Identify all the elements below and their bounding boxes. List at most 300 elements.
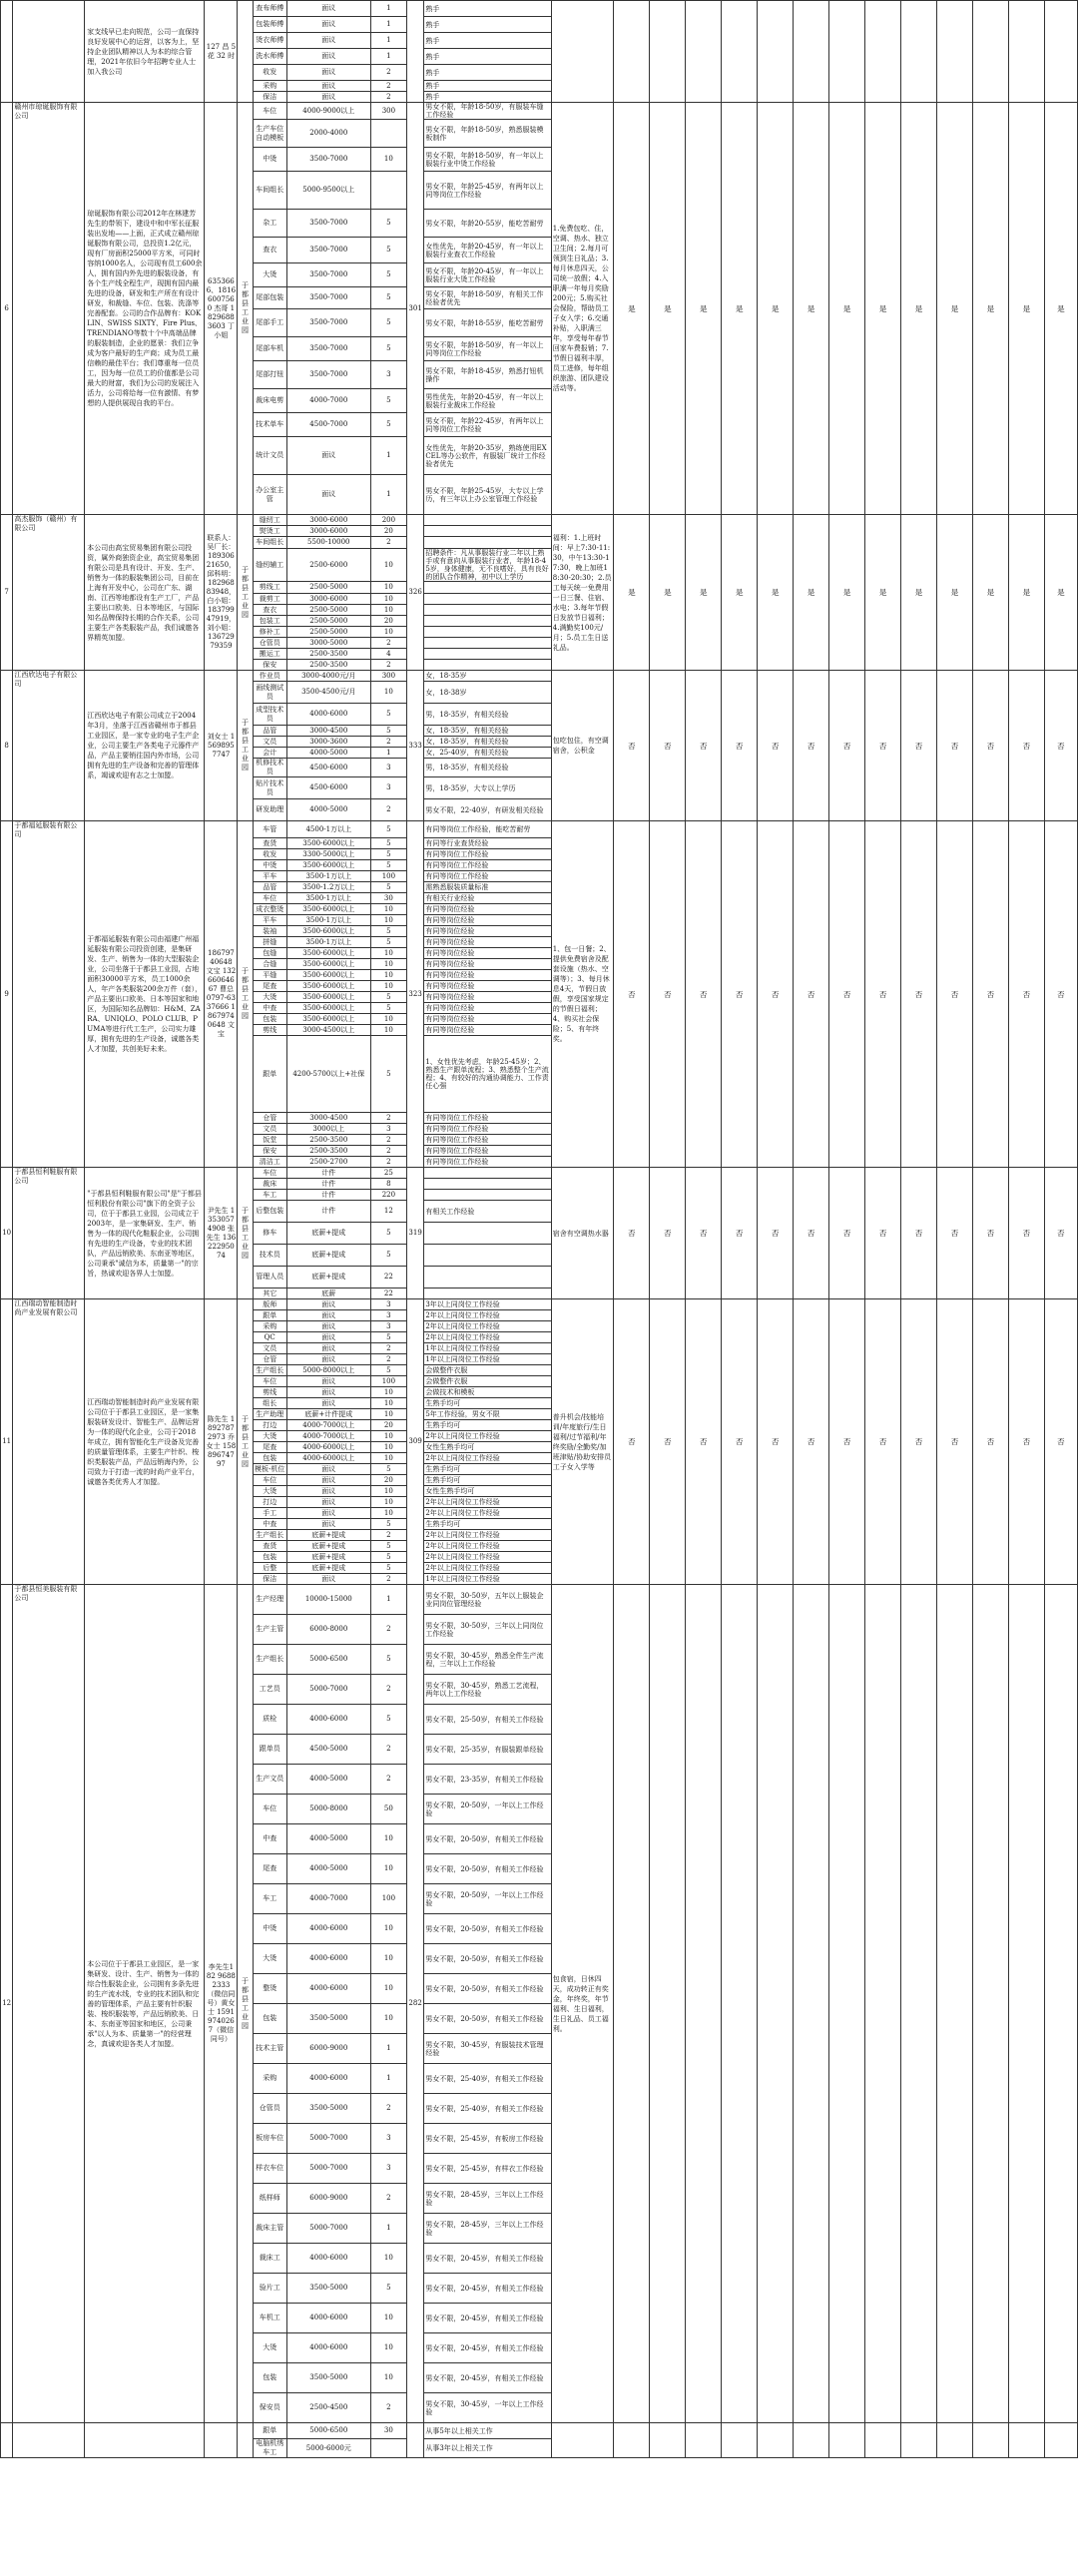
job-count: 2 [370, 1735, 406, 1765]
recruitment-table-body [1, 1, 1078, 2458]
company-area: 于都县工业园 [238, 671, 253, 821]
job-post: 查布师傅 [253, 1, 286, 17]
job-salary: 2500-5000 [286, 605, 370, 616]
job-count: 1 [370, 17, 406, 33]
job-count: 10 [370, 1387, 406, 1398]
job-post: 车管 [253, 821, 286, 838]
job-requirement [424, 1267, 551, 1288]
job-post: 车位 [253, 1795, 286, 1824]
job-salary: 5000-7000 [286, 2214, 370, 2244]
job-post: 手工 [253, 1508, 286, 1519]
policy-flag [614, 2423, 650, 2458]
job-count: 5 [370, 1563, 406, 1574]
job-salary: 3500-6000以上 [286, 970, 370, 981]
job-count: 10 [370, 682, 406, 704]
job-requirement: 2年以上同岗位工作经验 [424, 1453, 551, 1464]
policy-flag: 是 [686, 103, 722, 515]
policy-flag: 否 [686, 821, 722, 1168]
policy-flag [1008, 1, 1044, 103]
policy-flag [794, 2423, 829, 2458]
policy-flag: 否 [686, 1299, 722, 1585]
policy-flag [829, 1, 865, 103]
job-salary: 面议 [286, 1332, 370, 1343]
job-post: 修车 [253, 1223, 286, 1245]
policy-flag [614, 1, 650, 103]
job-salary: 底薪+提成 [286, 1541, 370, 1552]
job-count: 5 [370, 1552, 406, 1563]
job-count: 300 [370, 103, 406, 120]
job-post: 车位 [253, 103, 286, 120]
job-requirement: 有同等岗位经验 [424, 937, 551, 948]
policy-flag [758, 1585, 794, 2423]
job-requirement: 男，18-35岁，有相关经验 [424, 759, 551, 777]
job-count: 10 [370, 1025, 406, 1036]
job-salary: 3500-4500元/月 [286, 682, 370, 704]
policy-flag: 是 [937, 515, 973, 671]
job-count: 12 [370, 1201, 406, 1223]
job-requirement: 男女不限，20-50岁，有相关工作经验 [424, 1944, 551, 1974]
job-requirement: 有同等岗位经验 [424, 915, 551, 926]
policy-flag: 是 [650, 515, 686, 671]
job-salary: 2500-6000 [286, 549, 370, 582]
job-salary: 底薪+提成 [286, 1223, 370, 1245]
job-post: 中烫 [253, 1914, 286, 1944]
job-salary: 面议 [286, 65, 370, 81]
job-salary: 3500-1万以上 [286, 915, 370, 926]
job-post: 大烫 [253, 1486, 286, 1497]
job-salary: 3500-7000 [286, 148, 370, 172]
job-requirement: 有同等岗位经验 [424, 1025, 551, 1036]
policy-flag [901, 1, 937, 103]
company-area: 于都县工业园 [238, 1585, 253, 2423]
company-total-count: 333 [406, 671, 423, 821]
job-requirement: 男女不限，年龄22-45岁，有两年以上同等岗位工作经验 [424, 413, 551, 437]
job-post: 中查 [253, 1519, 286, 1530]
policy-flag: 否 [1044, 821, 1077, 1168]
job-requirement [424, 1223, 551, 1245]
job-requirement: 男女不限，20-50岁，有相关工作经验 [424, 1914, 551, 1944]
job-count: 10 [370, 1453, 406, 1464]
job-count: 30 [370, 2423, 406, 2439]
job-post: 仓管 [253, 1354, 286, 1365]
policy-flag: 否 [722, 821, 758, 1168]
job-requirement: 2年以上同岗位工作经验 [424, 1541, 551, 1552]
job-count: 3 [370, 361, 406, 389]
job-post: 缝纫工 [253, 515, 286, 526]
job-requirement: 男女不限，年龄18-50岁，熟悉服装模板制作 [424, 120, 551, 148]
policy-flag [722, 2423, 758, 2458]
job-requirement: 女性生熟手均可 [424, 1442, 551, 1453]
job-count: 20 [370, 1475, 406, 1486]
company-description: "于都县恒利鞋服有限公司"是"于都县恒利股份有限公司"旗下的全资子公司，位于于都县工业园，公司成立于2003年，是一家集研发、生产、销售为一体的现代化鞋服企业，公司拥有先进的生产设备，专业的技术团队，产品远销欧美、东南亚等地区，公司秉承"诚信为本，质量第一"的宗旨，热诚欢迎各界人士加盟。 [85, 1168, 205, 1299]
company-benefits: 包食宿，日休四天，成功转正有奖金，年终奖，年节福利、生日福利，生日礼品、员工福利。 [551, 1585, 614, 2423]
job-post: 平车 [253, 871, 286, 882]
job-salary: 底薪+提成 [286, 1530, 370, 1541]
job-requirement [424, 1288, 551, 1299]
company-number: 8 [1, 671, 13, 821]
job-salary: 3500-5000 [286, 2094, 370, 2124]
company-benefits [551, 1, 614, 103]
policy-flag: 否 [686, 1168, 722, 1299]
job-post: 拼缝 [253, 937, 286, 948]
job-requirement [424, 605, 551, 616]
policy-flag: 是 [1044, 515, 1077, 671]
company-name: 江西瑞动智能制造时尚产业发展有限公司 [13, 1299, 85, 1585]
job-post: 裁床 [253, 1179, 286, 1190]
policy-flag: 是 [794, 103, 829, 515]
job-post: 生产助理 [253, 1409, 286, 1420]
policy-flag [794, 1, 829, 103]
job-post: 生产主管 [253, 1615, 286, 1645]
job-requirement: 2年以上同岗位工作经验 [424, 1563, 551, 1574]
job-salary: 3000-4500 [286, 1113, 370, 1124]
job-count: 5 [370, 309, 406, 337]
job-requirement [424, 515, 551, 526]
job-requirement: 男女不限，20-45岁，有相关工作经验 [424, 2363, 551, 2393]
company-benefits: 1.免费包吃、住，空调、热水、独立卫生间；2.每月可领到生日礼品；3.每月休息四天，公司统一放假；4.入职满一年每月奖励200元；5.购买社会保险，帮助员工子女入学；6.交通补贴，入职满三年，享受每年春节回家车费报销；7.节假日福利丰厚，员工进修，每年组织旅游、团队建设活动等。 [551, 103, 614, 515]
job-salary: 4000-5000 [286, 748, 370, 759]
job-post: 验片工 [253, 2274, 286, 2304]
job-salary: 4000-6000 [286, 704, 370, 726]
company-contact: 陈先生 18927872973 乔女士 15889674797 [205, 1299, 238, 1585]
job-salary: 3500-7000 [286, 210, 370, 238]
job-count: 1 [370, 49, 406, 65]
policy-flag: 否 [829, 1299, 865, 1585]
policy-flag: 否 [972, 821, 1008, 1168]
job-post: 车机工 [253, 2304, 286, 2333]
job-requirement: 男女不限，年龄20-45岁，有一年以上服装行业大烫工作经验 [424, 263, 551, 287]
job-requirement: 熟手 [424, 33, 551, 49]
job-count: 100 [370, 1376, 406, 1387]
job-count: 2 [370, 537, 406, 549]
job-salary: 4000-6000 [286, 2304, 370, 2333]
job-count: 5 [370, 1645, 406, 1675]
job-requirement: 熟手 [424, 92, 551, 103]
job-post: 包装 [253, 1552, 286, 1563]
job-requirement: 熟手 [424, 49, 551, 65]
job-count: 10 [370, 1014, 406, 1025]
company-contact: 尹先生 13530574908 张先生 13622295074 [205, 1168, 238, 1299]
job-requirement: 男女不限，25-50岁，有相关工作经验 [424, 1705, 551, 1735]
job-post: 跟单员 [253, 1735, 286, 1765]
job-requirement: 男女不限，30-45岁，一年以上工作经验 [424, 2393, 551, 2423]
policy-flag [1008, 2423, 1044, 2458]
job-count: 10 [370, 915, 406, 926]
job-post: 车位 [253, 1376, 286, 1387]
company-name [13, 1, 85, 103]
company-description: 江西瑞动智能制造时尚产业发展有限公司位于于都县工业园区，是一家集服装研发设计、智能生产、品牌运营为一体的现代化企业，公司于2018年成立，拥有智能化生产设备及完善的质量管理体系，主要生产针织、梭织类服装产品，产品远销海内外，公司致力于打造一流的时尚产业平台，诚邀各类优秀人才加盟。 [85, 1299, 205, 1585]
job-requirement: 男女不限，20-45岁，有相关工作经验 [424, 2274, 551, 2304]
job-count: 10 [370, 605, 406, 616]
job-post: 包装师傅 [253, 17, 286, 33]
job-salary: 2500-3500 [286, 660, 370, 671]
job-salary: 3000-4500以上 [286, 1025, 370, 1036]
company-total-count [406, 2423, 423, 2458]
job-salary: 底薪+计件提成 [286, 1409, 370, 1420]
job-requirement: 会做整件衣服 [424, 1365, 551, 1376]
company-description: 本公司位于于都县工业园区，是一家集研发、设计、生产、销售为一体的综合性服装企业，公司拥有多条先进的生产流水线，专业的技术团队和完善的管理体系，产品主要有针织服装、梭织服装等，产品远销欧美、日本、东南亚等国家和地区，公司秉承"以人为本、质量第一"的经营理念，真诚欢迎各类人才加盟。 [85, 1585, 205, 2423]
policy-flag: 否 [972, 671, 1008, 821]
job-requirement: 2年以上同岗位工作经验 [424, 1332, 551, 1343]
job-count: 2 [370, 2184, 406, 2214]
job-requirement: 1年以上同岗位工作经验 [424, 1574, 551, 1585]
company-total-count: 282 [406, 1585, 423, 2423]
table-row [1, 1168, 1078, 1179]
job-post: 跟单 [253, 2423, 286, 2439]
table-row [1, 821, 1078, 838]
job-post: 文员 [253, 737, 286, 748]
job-count: 20 [370, 1420, 406, 1431]
policy-flag: 否 [901, 1168, 937, 1299]
job-requirement: 2年以上同岗位工作经验 [424, 1310, 551, 1321]
job-post: 车间组长 [253, 537, 286, 549]
job-post: 剪线 [253, 1025, 286, 1036]
job-count: 5 [370, 1519, 406, 1530]
job-count: 1 [370, 2034, 406, 2064]
job-post: 品管 [253, 882, 286, 893]
job-post: 尾部包装 [253, 287, 286, 309]
job-salary: 2500-3500 [286, 1146, 370, 1157]
job-salary: 6000-9000 [286, 2184, 370, 2214]
job-post: 管理人员 [253, 1267, 286, 1288]
job-post: 技术主管 [253, 2034, 286, 2064]
job-count: 5 [370, 1003, 406, 1014]
job-salary: 3500-7000 [286, 309, 370, 337]
policy-flag: 否 [614, 1168, 650, 1299]
job-salary: 4000-6000 [286, 1944, 370, 1974]
job-requirement: 熟手 [424, 17, 551, 33]
job-count: 2 [370, 1135, 406, 1146]
job-count: 1 [370, 33, 406, 49]
job-post: 洗水师傅 [253, 49, 286, 65]
job-salary: 3500-6000以上 [286, 959, 370, 970]
job-count: 10 [370, 948, 406, 959]
policy-flag [650, 2423, 686, 2458]
company-benefits [551, 2423, 614, 2458]
job-requirement: 女，18-35岁 [424, 671, 551, 682]
job-requirement [424, 616, 551, 627]
company-number: 12 [1, 1585, 13, 2423]
policy-flag: 是 [722, 515, 758, 671]
job-count: 25 [370, 1168, 406, 1179]
job-count: 10 [370, 1409, 406, 1420]
job-requirement: 有同等岗位工作经验，能吃苦耐劳 [424, 821, 551, 838]
job-requirement: 男，18-35岁，大专以上学历 [424, 777, 551, 799]
job-post: 生产组长 [253, 1365, 286, 1376]
job-requirement: 男女不限，28-45岁，三年以上工作经验 [424, 2214, 551, 2244]
policy-flag: 否 [937, 821, 973, 1168]
job-requirement: 男女不限，20-50岁，有相关工作经验 [424, 2004, 551, 2034]
job-count: 10 [370, 1431, 406, 1442]
job-post: 车位 [253, 1168, 286, 1179]
job-post: 保安 [253, 1146, 286, 1157]
policy-flag: 否 [650, 1168, 686, 1299]
table-row [1, 515, 1078, 526]
job-post: 查衣 [253, 605, 286, 616]
job-requirement: 女，18-38岁 [424, 682, 551, 704]
job-requirement: 有同等岗位经验 [424, 959, 551, 970]
job-requirement: 男女不限，20-50岁，有相关工作经验 [424, 1854, 551, 1884]
job-count: 1 [370, 1, 406, 17]
job-salary: 面议 [286, 1343, 370, 1354]
job-requirement: 需熟悉服装质量标准 [424, 882, 551, 893]
job-count: 5 [370, 1541, 406, 1552]
policy-flag: 否 [1008, 821, 1044, 1168]
job-post: 画线测试员 [253, 682, 286, 704]
job-count: 2 [370, 1157, 406, 1168]
job-count: 2 [370, 81, 406, 92]
policy-flag [758, 1, 794, 103]
job-post: 技术单车 [253, 413, 286, 437]
job-salary: 3500-6000以上 [286, 1003, 370, 1014]
company-total-count: 319 [406, 1168, 423, 1299]
job-count: 10 [370, 2333, 406, 2363]
job-salary: 4200-5700以上+社保 [286, 1036, 370, 1113]
job-requirement: 男女不限，20-50岁，一年以上工作经验 [424, 1795, 551, 1824]
job-salary: 底薪+提成 [286, 1267, 370, 1288]
job-requirement: 1年以上同岗位工作经验 [424, 1343, 551, 1354]
company-name: 赣州市琼诞服饰有限公司 [13, 103, 85, 515]
policy-flag [1044, 2423, 1077, 2458]
policy-flag [901, 1585, 937, 2423]
job-count: 2 [370, 799, 406, 821]
job-post: 尾查 [253, 1442, 286, 1453]
company-benefits: 宿舍有空调热水器 [551, 1168, 614, 1299]
job-post: 杂工 [253, 210, 286, 238]
policy-flag: 否 [614, 821, 650, 1168]
job-requirement: 有同等岗位工作经验 [424, 860, 551, 871]
job-count: 1 [370, 2214, 406, 2244]
company-area: 于都县工业园 [238, 821, 253, 1168]
job-requirement: 女性优先，年龄20-35岁，熟练使用EXCEL等办公软件，有服装厂统计工作经验者优先 [424, 437, 551, 475]
job-salary: 面议 [286, 1387, 370, 1398]
job-salary: 2500-3500 [286, 1135, 370, 1146]
job-post: 尾部打钮 [253, 361, 286, 389]
policy-flag: 否 [650, 821, 686, 1168]
policy-flag: 否 [722, 671, 758, 821]
job-requirement: 有同等岗位经验 [424, 981, 551, 992]
policy-flag [901, 2423, 937, 2458]
job-count: 1 [370, 748, 406, 759]
job-salary: 面议 [286, 475, 370, 515]
job-salary: 3000-4500 [286, 726, 370, 737]
job-post: 整烫 [253, 1974, 286, 2004]
job-requirement: 男女不限，年龄18-45岁，熟悉打钮机操作 [424, 361, 551, 389]
job-post: 包装 [253, 2363, 286, 2393]
policy-flag: 是 [650, 103, 686, 515]
job-requirement: 男女不限，30-45岁，熟悉工艺流程，两年以上工作经验 [424, 1675, 551, 1705]
job-requirement: 2年以上同岗位工作经验 [424, 1530, 551, 1541]
policy-flag [829, 1585, 865, 2423]
job-count: 5 [370, 2274, 406, 2304]
job-salary: 面议 [286, 1310, 370, 1321]
job-salary: 面议 [286, 1354, 370, 1365]
job-salary: 5000-8000以上 [286, 1365, 370, 1376]
job-requirement [424, 526, 551, 537]
policy-flag: 是 [865, 103, 901, 515]
job-count: 3 [370, 759, 406, 777]
company-description: 于都福延服装有限公司由福建广州福延服装有限公司投资创建，是集研发、生产、销售为一体的大型服装企业，公司坐落于于都县工业园，占地面积30000平方米，员工1000余人，年产各类服装200余万件（套），产品主要出口欧美、日本等国家和地区，为国际知名品牌如：H&M、ZARA、UNIQLO、POLO CLUB、PUMA等进行代工生产，公司实力雄厚，拥有先进的生产设备，诚邀各类人才加盟，共创美好未来。 [85, 821, 205, 1168]
job-count [370, 120, 406, 148]
job-count: 2 [370, 92, 406, 103]
job-salary: 4500-7000 [286, 413, 370, 437]
policy-flag: 否 [972, 1168, 1008, 1299]
job-count: 10 [370, 1497, 406, 1508]
job-requirement: 男女不限，20-50岁，一年以上工作经验 [424, 1884, 551, 1914]
job-salary: 2500-4500 [286, 2393, 370, 2423]
job-count: 22 [370, 1288, 406, 1299]
job-count: 10 [370, 2363, 406, 2393]
job-count: 5 [370, 1464, 406, 1475]
policy-flag: 否 [901, 821, 937, 1168]
job-requirement [424, 638, 551, 649]
job-salary: 3500-6000以上 [286, 948, 370, 959]
job-salary: 3500-5000 [286, 2363, 370, 2393]
company-description: 琼诞服饰有限公司2012年在林建芳先生的带领下，建设中和中军长征服装出发地——上面，正式成立赣州琼诞服饰有限公司，总投资1.2亿元，现有厂房面积25000平方米，可同时容纳1000名人，公司现有员工600余人，拥有国内外先进的服装设备，有各个生产线全程生产，现拥有国内最先进的设备，研发和生产所在有设计研发，和裁缝、车位、包装、洗涤等完善配套。公司的合作品牌有：KOKLIN、SWISS SIXTY、Fire Plus、TRENDIANO等数十个中高端品牌的服装制造，企业的愿景：我们立争成为客户最好的生产商；成为员工最信赖的最佳平台；我们尊重每一位员工，因为每一位员工的价值都是公司最大的财富，我们为公司的发展注入活力，公司将给每一位有激情、有梦想的人提供展现自我的平台。 [85, 103, 205, 515]
job-count: 5 [370, 860, 406, 871]
policy-flag: 否 [865, 1168, 901, 1299]
company-area: 于都县工业园 [238, 1299, 253, 1585]
job-count: 100 [370, 1884, 406, 1914]
job-post: 模板-机位 [255, 1464, 285, 1473]
job-count: 2 [370, 1354, 406, 1365]
job-requirement: 男女不限，25-45岁，有样衣工作经验 [424, 2154, 551, 2184]
job-count: 5 [370, 210, 406, 238]
job-salary: 3500-1万以上 [286, 893, 370, 904]
company-name: 高杰服饰（赣州）有限公司 [13, 515, 85, 671]
job-count: 1 [370, 1585, 406, 1615]
job-requirement: 生熟手均可 [424, 1464, 551, 1475]
job-post: 后整 [253, 1563, 286, 1574]
job-salary: 面议 [286, 81, 370, 92]
job-count: 5 [370, 926, 406, 937]
company-area: 于都县工业园 [238, 1168, 253, 1299]
policy-flag: 否 [686, 671, 722, 821]
job-salary: 3500-7000 [286, 337, 370, 361]
job-count: 100 [370, 871, 406, 882]
job-post: 采购 [253, 1321, 286, 1332]
job-salary: 4000-6000 [286, 1914, 370, 1944]
policy-flag: 否 [865, 671, 901, 821]
job-count: 5 [370, 992, 406, 1003]
policy-flag: 是 [901, 515, 937, 671]
table-row [1, 103, 1078, 120]
job-requirement: 5年工作经验，男女不限 [424, 1409, 551, 1420]
company-contact: 6353666、18166007560 杰哥 18296883603 丁小姐 [205, 103, 238, 515]
job-post: 包装 [253, 2004, 286, 2034]
job-salary: 2500-5000 [286, 627, 370, 638]
job-salary: 4500-6000 [286, 777, 370, 799]
job-requirement: 男女不限，20-50岁，有相关工作经验 [424, 1824, 551, 1854]
job-post: 尾部手工 [253, 309, 286, 337]
job-post: 包装工 [253, 616, 286, 627]
job-count: 2 [370, 737, 406, 748]
job-count: 10 [370, 1944, 406, 1974]
job-requirement: 会做整件衣服 [424, 1376, 551, 1387]
job-count: 2 [370, 1343, 406, 1354]
company-contact: 刘女士 15698957747 [205, 671, 238, 821]
job-requirement [424, 537, 551, 549]
job-post: 仓管 [253, 1113, 286, 1124]
company-number: 6 [1, 103, 13, 515]
job-salary: 面议 [286, 437, 370, 475]
job-post: 后整包装 [253, 1201, 286, 1223]
job-salary: 4000-6000 [286, 1705, 370, 1735]
job-requirement: 2年以上同岗位工作经验 [424, 1431, 551, 1442]
policy-flag: 是 [758, 515, 794, 671]
table-row [1, 1299, 1078, 1310]
job-count: 10 [370, 1508, 406, 1519]
